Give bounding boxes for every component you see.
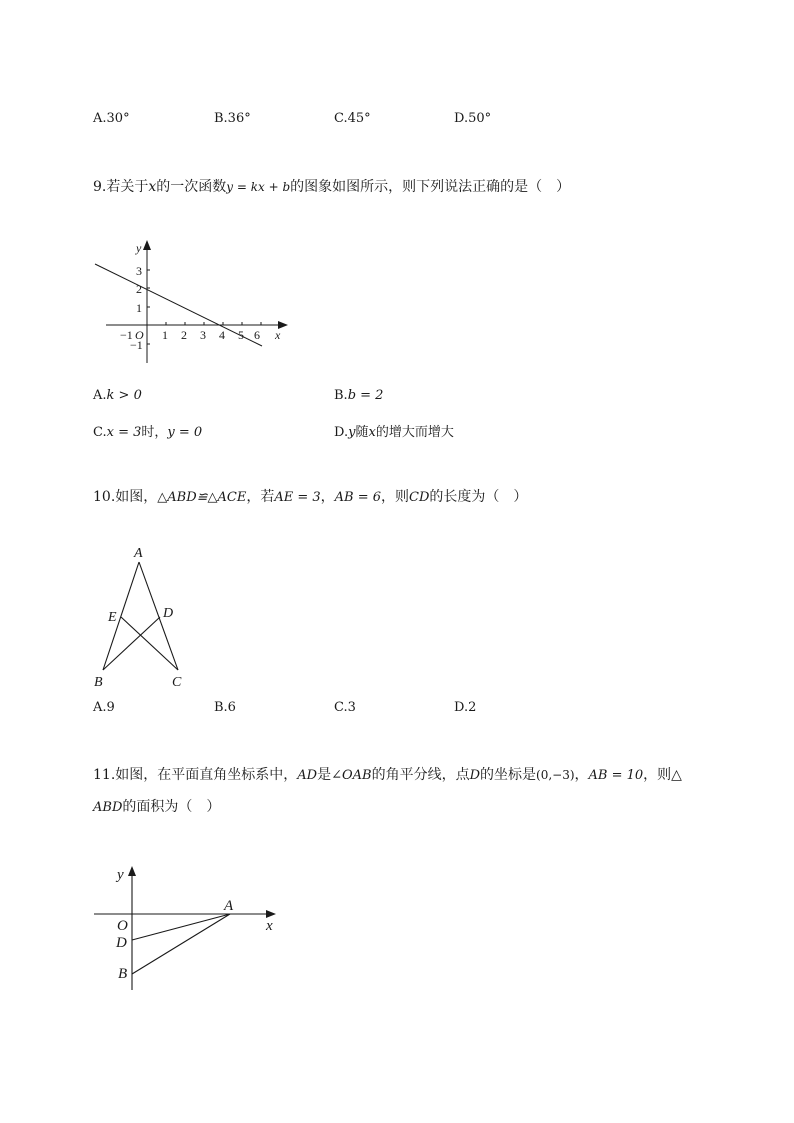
q9-x-tick-5: 5: [238, 328, 244, 342]
q9-option-d-var2: x: [368, 425, 376, 440]
q9-y-arrow-icon: [143, 240, 151, 250]
q11-label-a: A: [224, 898, 234, 914]
q9-stem: [93, 176, 570, 196]
q11-coordinate-figure: [90, 862, 290, 994]
q9-x-label: x: [275, 328, 281, 342]
q11-label-o: O: [117, 918, 128, 934]
q9-option-b: [334, 388, 383, 403]
q9-option-d-prefix: D.: [334, 425, 349, 440]
q10-triangle-figure: [90, 540, 200, 692]
q9-x-tick-neg1: −1: [120, 328, 133, 342]
q10-option-a: A.9: [93, 700, 115, 715]
q9-function-graph: [90, 238, 300, 372]
q9-stem-formula: y = kx + b: [226, 180, 291, 194]
q9-option-b-math: b = 2: [347, 388, 384, 403]
q11-line1-mid3: 的坐标是: [480, 767, 537, 783]
q11-x-arrow-icon: [266, 910, 276, 918]
q11-label-d: D: [116, 935, 127, 951]
q11-stem-line2: [93, 796, 220, 816]
q10-label-d: D: [163, 606, 174, 621]
q9-option-a-prefix: A.: [93, 388, 107, 403]
q9-y-tick-2: 2: [136, 282, 142, 296]
q9-x-tick-4: 4: [219, 328, 225, 342]
q10-stem-ae: AE = 3: [274, 490, 321, 505]
q9-option-d-var1: y: [348, 425, 356, 440]
q10-option-d: D.2: [454, 700, 477, 715]
q10-segment-ce: [121, 617, 178, 670]
q10-option-b: B.6: [214, 700, 236, 715]
q8-option-d: D.50°: [454, 111, 492, 126]
q11-label-x: x: [266, 918, 273, 934]
q11-segment-ab: [132, 914, 230, 974]
q11-line1-ad: AD: [297, 768, 318, 783]
q11-line2-abd: ABD: [93, 800, 123, 815]
q9-y-tick-neg1: −1: [130, 338, 143, 352]
q10-stem-cd: CD: [409, 490, 430, 505]
q9-stem-suffix: 的图象如图所示，则下列说法正确的是（ ）: [290, 179, 571, 195]
q9-option-c-mid: 时，: [141, 425, 168, 440]
q9-option-c: [93, 421, 202, 440]
q9-y-label: y: [136, 241, 142, 255]
q10-stem: [93, 486, 527, 506]
q11-line1-mid1: 是: [317, 767, 332, 783]
q9-x-tick-3: 3: [200, 328, 206, 342]
q9-stem-mid: 的一次函数: [156, 179, 227, 195]
q10-stem-suffix: 的长度为（ ）: [429, 489, 528, 505]
q11-line1-coord: (0,−3): [536, 768, 575, 782]
q9-y-tick-3: 3: [136, 264, 142, 278]
q8-option-c: C.45°: [334, 111, 371, 126]
q8-option-b: B.36°: [214, 111, 251, 126]
q11-line1-ab: AB = 10: [588, 768, 644, 783]
q10-option-c: C.3: [334, 700, 356, 715]
q10-stem-sep: ，: [320, 489, 335, 505]
q9-origin-label: O: [135, 328, 144, 342]
q9-option-c-math1: x = 3: [106, 425, 142, 440]
q9-option-d-suffix: 的增大而增大: [375, 425, 454, 440]
q10-stem-mid2: ，则: [381, 489, 410, 505]
q9-y-tick-1: 1: [136, 301, 142, 315]
q11-line1-d: D: [469, 768, 481, 783]
q9-x-tick-6: 6: [254, 328, 260, 342]
q10-label-c: C: [172, 675, 182, 690]
q11-label-b: B: [118, 966, 128, 982]
q9-stem-prefix: 9.若关于: [93, 179, 149, 195]
q8-option-a: A.30°: [93, 111, 130, 126]
q11-line1-sep: ，: [574, 767, 589, 783]
q10-stem-congruence: △ABD≌△ACE: [157, 490, 247, 505]
q11-line1-prefix: 11.如图，在平面直角坐标系中，: [93, 767, 298, 783]
q9-option-d-mid: 随: [355, 425, 369, 440]
q9-option-d: [334, 421, 454, 440]
q10-stem-prefix: 10.如图，: [93, 489, 158, 505]
q10-stem-mid1: ，若: [246, 489, 275, 505]
q9-x-tick-2: 2: [181, 328, 187, 342]
q9-stem-var: x: [148, 179, 157, 195]
q11-line1-suffix: ，则△: [643, 767, 682, 783]
q10-stem-ab: AB = 6: [334, 490, 382, 505]
q10-label-a: A: [134, 546, 143, 561]
q11-line1-angle: ∠OAB: [331, 768, 372, 783]
q11-line1-mid2: 的角平分线，点: [371, 767, 470, 783]
q11-y-arrow-icon: [128, 866, 136, 876]
q10-label-e: E: [108, 610, 117, 625]
q9-option-a-math: k > 0: [106, 388, 142, 403]
q11-line2-suffix: 的面积为（ ）: [122, 799, 221, 815]
q9-option-b-prefix: B.: [334, 388, 348, 403]
q9-x-tick-1: 1: [162, 328, 168, 342]
q10-label-b: B: [94, 675, 103, 690]
q9-option-a: [93, 388, 142, 403]
q9-option-c-prefix: C.: [93, 425, 107, 440]
q11-label-y: y: [117, 867, 124, 883]
q11-stem-line1: [93, 764, 682, 784]
q9-option-c-math2: y = 0: [167, 425, 203, 440]
q11-segment-ad: [132, 914, 230, 940]
